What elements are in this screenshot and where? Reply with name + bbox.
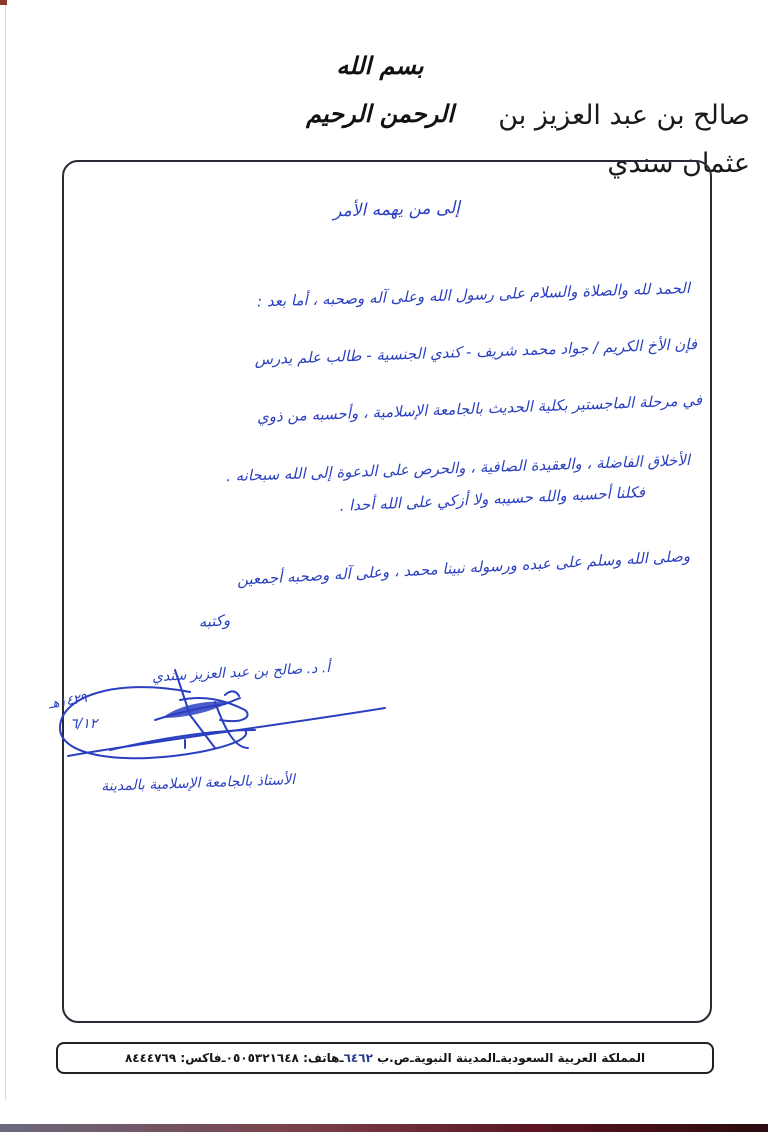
letter-closing: وكتبه xyxy=(197,611,231,632)
footer-separator: ـ xyxy=(409,1051,414,1065)
basmala-heading: بسم الله الرحمن الرحيم xyxy=(306,51,454,128)
letterhead-name: صالح بن عبد العزيز بن عثمان سندي xyxy=(498,100,750,179)
scan-bottom-edge xyxy=(0,1124,768,1132)
footer-pobox-number: ٦٤٦٢ xyxy=(343,1051,373,1065)
page-edge xyxy=(5,0,6,1100)
footer-city: المدينة النبوية xyxy=(413,1051,497,1065)
page-corner-mark xyxy=(0,0,7,5)
footer-phone-number: ٠٥٠٥٣٢١٦٤٨ xyxy=(225,1051,299,1065)
letter-salutation: إلى من يهمه الأمر xyxy=(333,198,461,222)
letter-body-line: الأخلاق الفاضلة ، والعقيدة الصافية ، والحرص على الدعوة إلى الله سبحانه . xyxy=(225,451,691,486)
footer-pobox-label: ص.ب xyxy=(377,1051,410,1065)
letter-body-line: في مرحلة الماجستير بكلية الحديث بالجامعة الإسلامية ، وأحسبه من ذوي xyxy=(256,391,703,427)
letter-body-line: الحمد لله والصلاة والسلام على رسول الله وعلى آله وصحبه ، أما بعد : xyxy=(256,279,691,311)
footer-address-box xyxy=(56,1042,714,1074)
signer-title: الأستاذ بالجامعة الإسلامية بالمدينة xyxy=(100,772,296,795)
signer-name: أ. د. صالح بن عبد العزيز سندي xyxy=(151,660,331,686)
footer-country: المملكة العربية السعودية xyxy=(500,1051,646,1065)
footer-fax-label: فاكس: xyxy=(180,1051,222,1065)
date-day-month: ٦/١٢ xyxy=(70,716,98,732)
letter-body-line: وصلى الله وسلم على عبده ورسوله نبينا محمد ، وعلى آله وصحبه أجمعين xyxy=(236,547,691,589)
letter-body-line: فإن الأخ الكريم / جواد محمد شريف - كندي الجنسية - طالب علم يدرس xyxy=(254,335,698,369)
footer-phone-label: هاتف: xyxy=(303,1051,340,1065)
footer-separator: ـ xyxy=(339,1051,344,1065)
footer-separator: ـ xyxy=(496,1051,501,1065)
date-hijri-year: ١٤٢٩هـ xyxy=(47,690,89,713)
footer-separator: ـ xyxy=(221,1051,226,1065)
letter-body-line: فكلنا أحسبه والله حسيبه ولا أزكي على الله أحدا . xyxy=(339,483,646,515)
footer-fax-number: ٨٤٤٤٧٦٩ xyxy=(124,1051,177,1065)
